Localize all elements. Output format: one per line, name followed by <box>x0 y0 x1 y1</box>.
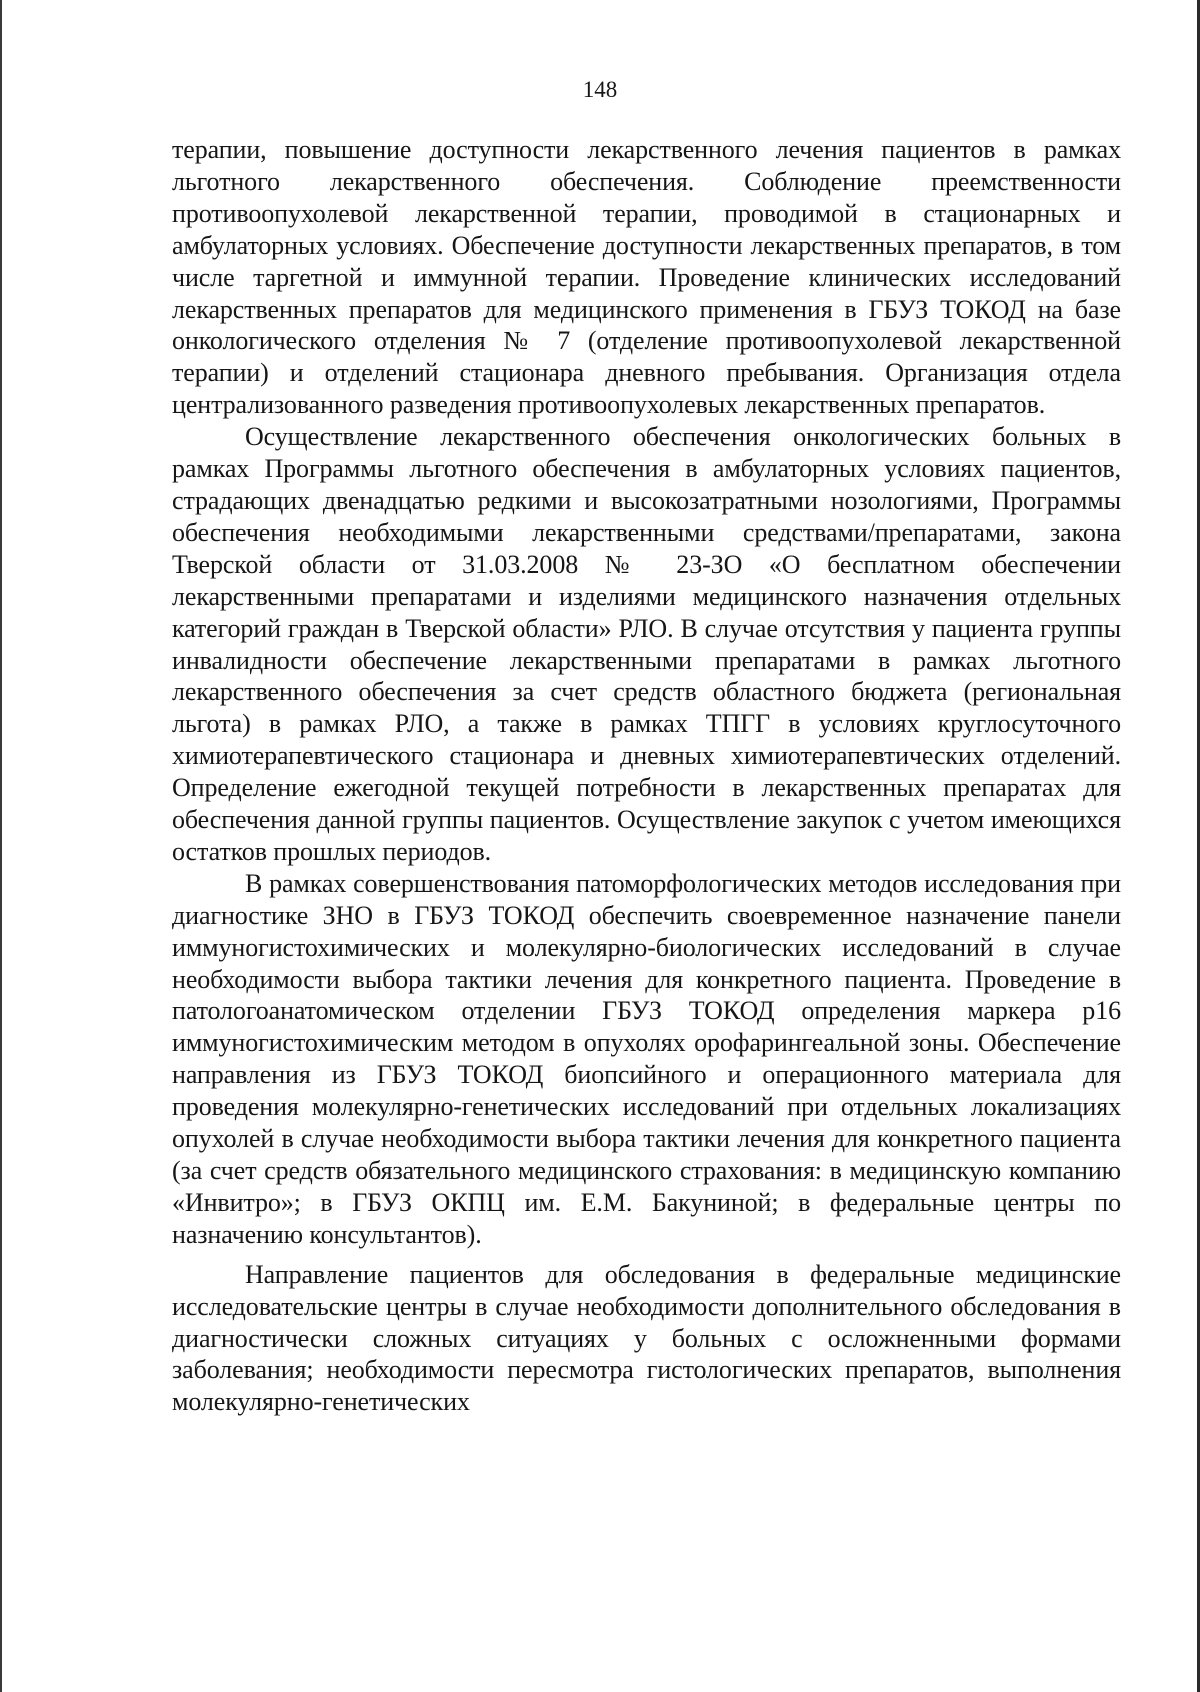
page-number: 148 <box>582 77 618 102</box>
document-body <box>172 134 1121 1418</box>
paragraph-1: терапии, повышение доступности лекарственного лечения пациентов в рамках льготного лекарственного обеспечения. Соблюдение преемственности противоопухолевой лекарственной терапии, проводимой в стационарных и амбулаторных условиях. Обеспечение доступности лекарственных препаратов, в том числе таргетной и иммунной терапии. Проведение клинических исследований лекарственных препаратов для медицинского применения в ГБУЗ ТОКОД на базе онкологического отделения № 7 (отделение противоопухолевой лекарственной терапии) и отделений стационара дневного пребывания. Организация отдела централизованного разведения противоопухолевых лекарственных препаратов. <box>172 135 1121 420</box>
scan-edge-left <box>0 0 2 1692</box>
paragraph-2: Осуществление лекарственного обеспечения онкологических больных в рамках Программы льготного обеспечения в амбулаторных условиях пациентов, страдающих двенадцатью редкими и высокозатратными нозологиями, Программы обеспечения необходимыми лекарственными средствами/препаратами, закона Тверской области от 31.03.2008 № 23-ЗО «О бесплатном обеспечении лекарственными препаратами и изделиями медицинского назначения отдельных категорий граждан в Тверской области» РЛО. В случае отсутствия у пациента группы инвалидности обеспечение лекарственными препаратами в рамках льготного лекарственного обеспечения за счет средств областного бюджета (региональная льгота) в рамках РЛО, а также в рамках ТПГГ в условиях круглосуточного химиотерапевтического стационара и дневных химиотерапевтических отделений. Определение ежегодной текущей потребности в лекарственных препаратах для обеспечения данной группы пациентов. Осуществление закупок с учетом имеющихся остатков прошлых периодов. <box>172 422 1121 866</box>
paragraph-3: В рамках совершенствования патоморфологических методов исследования при диагностике ЗНО в ГБУЗ ТОКОД обеспечить своевременное назначение панели иммуногистохимических и молекулярно-биологических исследований в случае необходимости выбора тактики лечения для конкретного пациента. Проведение в патологоанатомическом отделении ГБУЗ ТОКОД определения маркера p16 иммуногистохимическим методом в опухолях орофарингеальной зоны. Обеспечение направления из ГБУЗ ТОКОД биопсийного и операционного материала для проведения молекулярно-генетических исследований при отдельных локализациях опухолей в случае необходимости выбора тактики лечения для конкретного пациента (за счет средств обязательного медицинского страхования: в медицинскую компанию «Инвитро»; в ГБУЗ ОКПЦ им. Е.М. Бакуниной; в федеральные центры по назначению консультантов). <box>172 868 1121 1249</box>
paragraph-4: Направление пациентов для обследования в федеральные медицинские исследовательские центры в случае необходимости дополнительного обследования в диагностически сложных ситуациях у больных с осложненными формами заболевания; необходимости пересмотра гистологических препаратов, выполнения молекулярно-генетических <box>172 1259 1121 1417</box>
